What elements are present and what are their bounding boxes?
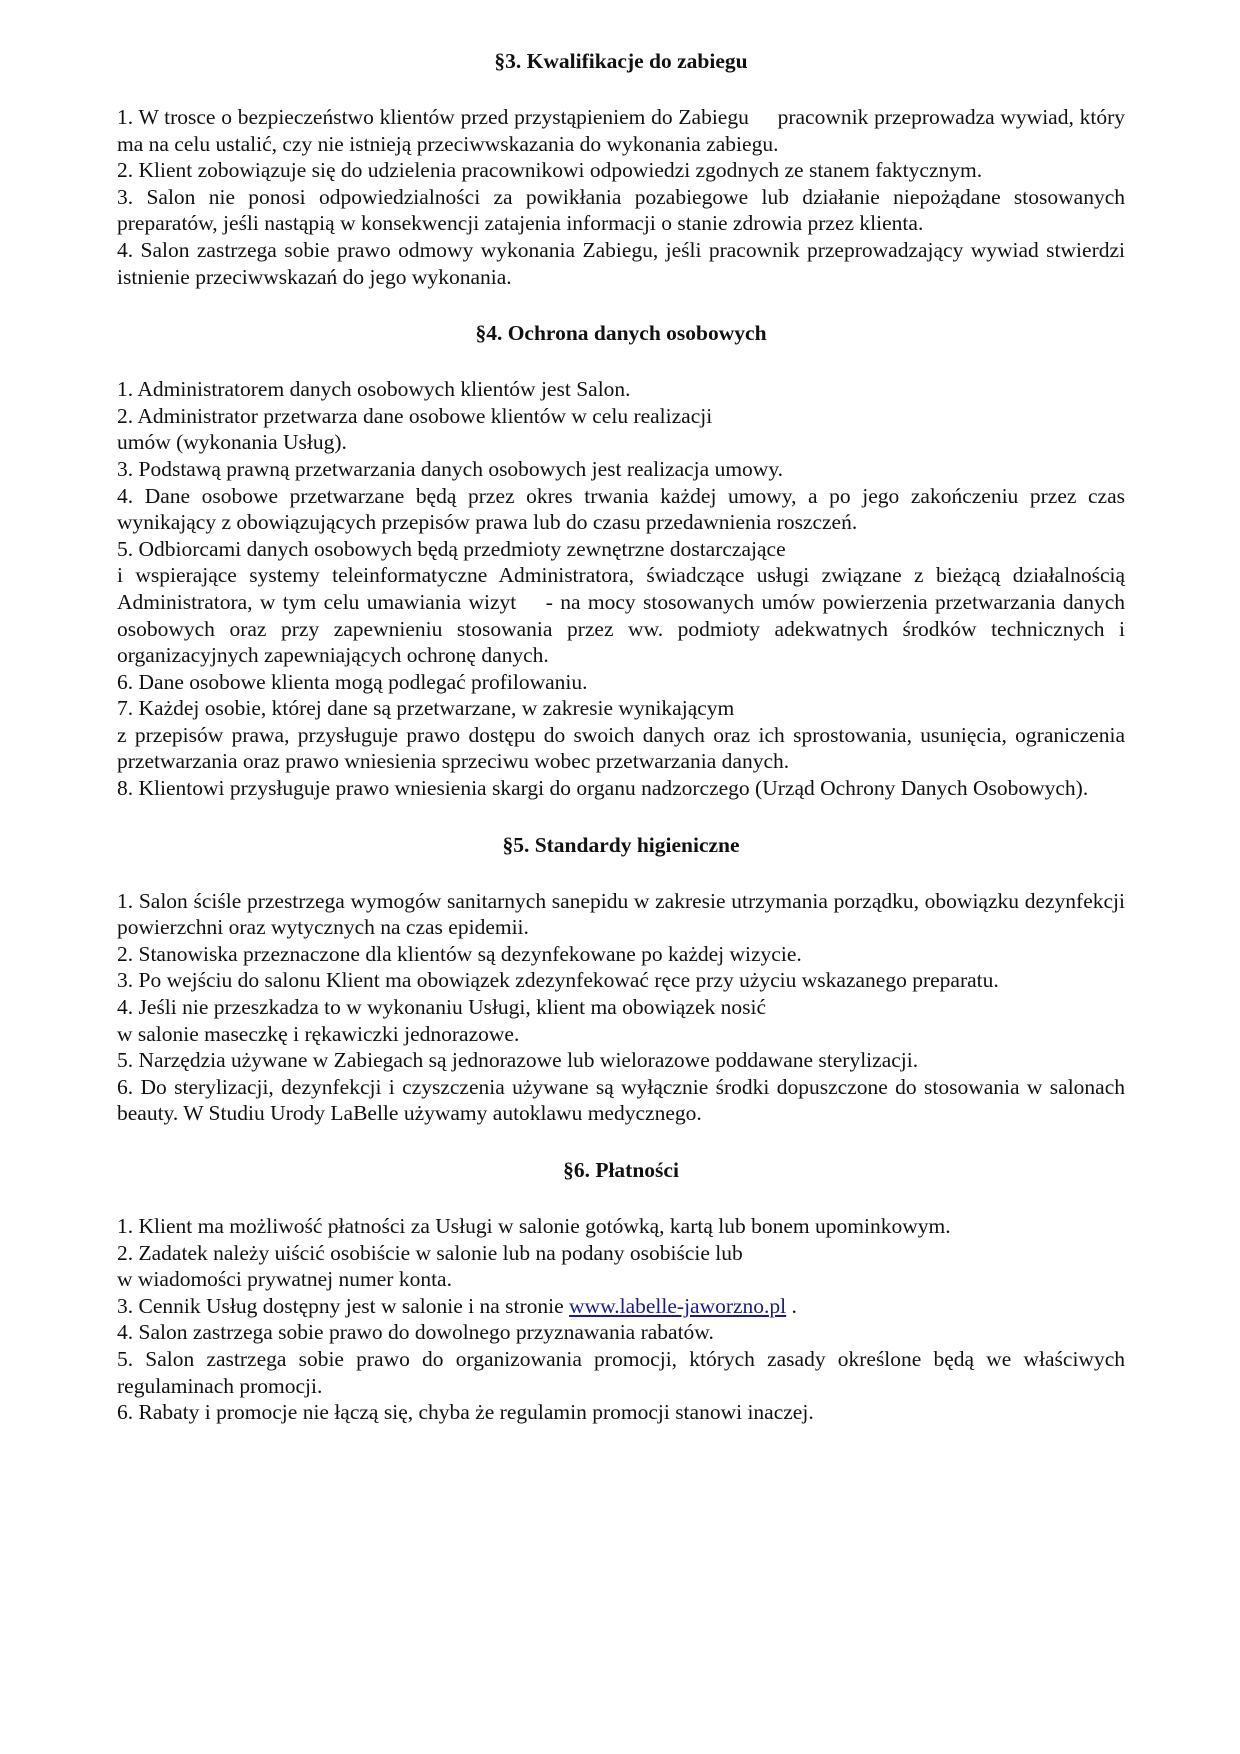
- paragraph-3-1: 1. W trosce o bezpieczeństwo klientów przed przystąpieniem do Zabiegu pracownik przeprowadza wywiad, który ma na celu ustalić, czy nie istnieją przeciwwskazania do wykonania zabiegu.: [117, 105, 1131, 156]
- paragraph-4-3: 3. Podstawą prawną przetwarzania danych osobowych jest realizacja umowy.: [117, 456, 784, 481]
- paragraph-3-2: 2. Klient zobowiązuje się do udzielenia pracownikowi odpowiedzi zgodnych ze stanem faktycznym.: [117, 158, 983, 183]
- paragraph-6-6: 6. Rabaty i promocje nie łączą się, chyba że regulamin promocji stanowi inaczej.: [117, 1400, 814, 1425]
- section-title: §6. Płatności: [563, 1158, 679, 1182]
- paragraph-6-2-line-2: w wiadomości prywatnej numer konta.: [117, 1267, 452, 1292]
- paragraph-5-4-line-2: w salonie maseczkę i rękawiczki jednorazowe.: [117, 1021, 520, 1046]
- paragraph-4-7-line-2: z przepisów prawa, przysługuje prawo dostępu do swoich danych oraz ich sprostowania, usunięcia, ograniczenia przetwarzania oraz prawo wniesienia sprzeciwu wobec przetwarzania danych.: [117, 722, 1131, 774]
- paragraph-5-4-line-1: 4. Jeśli nie przeszkadza to w wykonaniu Usługi, klient ma obowiązek nosić: [117, 995, 767, 1020]
- website-link[interactable]: www.labelle-jaworzno.pl: [569, 1293, 787, 1318]
- section-title: §3. Kwalifikacje do zabiegu: [494, 49, 748, 73]
- section-kwalifikacje: [117, 48, 1131, 290]
- document-page: [117, 48, 1131, 1426]
- paragraph-6-2-line-1: 2. Zadatek należy uiścić osobiście w salonie lub na podany osobiście lub: [117, 1240, 743, 1265]
- paragraph-6-3: [117, 1293, 1125, 1320]
- paragraph-4-7-line-1: 7. Każdej osobie, której dane są przetwarzane, w zakresie wynikającym: [117, 696, 735, 721]
- paragraph-4-8: 8. Klientowi przysługuje prawo wniesienia skargi do organu nadzorczego (Urząd Ochrony Danych Osobowych).: [117, 776, 1089, 801]
- paragraph-4-4: 4. Dane osobowe przetwarzane będą przez okres trwania każdej umowy, a po jego zakończeniu przez czas wynikający z obowiązujących przepisów prawa lub do czasu przedawnienia roszczeń.: [117, 483, 1131, 535]
- paragraph-6-1: 1. Klient ma możliwość płatności za Usługi w salonie gotówką, kartą lub bonem upominkowym.: [117, 1214, 951, 1238]
- paragraph-6-3-suffix: .: [786, 1293, 797, 1318]
- paragraph-3-3: 3. Salon nie ponosi odpowiedzialności za powikłania pozabiegowe lub działanie niepożądane stosowanych preparatów, jeśli nastąpią w konsekwencji zatajenia informacji o stanie zdrowia przez klienta.: [117, 184, 1131, 236]
- section-title: §4. Ochrona danych osobowych: [475, 321, 767, 346]
- section-platnosci: [117, 1157, 1131, 1426]
- paragraph-5-2: 2. Stanowiska przeznaczone dla klientów są dezynfekowane po każdej wizycie.: [117, 941, 802, 966]
- paragraph-5-1: 1. Salon ściśle przestrzega wymogów sanitarnych sanepidu w zakresie utrzymania porządku, obowiązku dezynfekcji powierzchni oraz wytycznych na czas epidemii.: [117, 888, 1131, 940]
- paragraph-5-5: 5. Narzędzia używane w Zabiegach są jednorazowe lub wielorazowe poddawane sterylizacji.: [117, 1048, 919, 1073]
- paragraph-3-4: 4. Salon zastrzega sobie prawo odmowy wykonania Zabiegu, jeśli pracownik przeprowadzający wywiad stwierdzi istnienie przeciwwskazań do jego wykonania.: [117, 237, 1131, 289]
- section-title: §5. Standardy higieniczne: [502, 832, 740, 857]
- section-ochrona-danych: [117, 320, 1131, 802]
- paragraph-5-6: 6. Do sterylizacji, dezynfekcji i czyszczenia używane są wyłącznie środki dopuszczone do stosowania w salonach beauty. W Studiu Urody LaBelle używamy autoklawu medycznego.: [117, 1074, 1131, 1126]
- paragraph-6-4: 4. Salon zastrzega sobie prawo do dowolnego przyznawania rabatów.: [117, 1320, 714, 1345]
- paragraph-5-3: 3. Po wejściu do salonu Klient ma obowiązek zdezynfekować ręce przy użyciu wskazanego preparatu.: [117, 968, 999, 993]
- paragraph-4-2-line-2: umów (wykonania Usług).: [117, 430, 347, 455]
- paragraph-4-2-line-1: 2. Administrator przetwarza dane osobowe klientów w celu realizacji: [117, 403, 713, 428]
- paragraph-4-6: 6. Dane osobowe klienta mogą podlegać profilowaniu.: [117, 669, 588, 694]
- paragraph-6-3-text: 3. Cennik Usług dostępny jest w salonie i na stronie: [117, 1293, 570, 1318]
- paragraph-6-5: 5. Salon zastrzega sobie prawo do organizowania promocji, których zasady określone będą we właściwych regulaminach promocji.: [117, 1346, 1131, 1398]
- paragraph-4-5-line-1: 5. Odbiorcami danych osobowych będą przedmioty zewnętrzne dostarczające: [117, 536, 786, 561]
- paragraph-4-1: 1. Administratorem danych osobowych klientów jest Salon.: [117, 377, 631, 402]
- section-standardy-higieniczne: [117, 832, 1131, 1127]
- paragraph-4-5-line-2: i wspierające systemy teleinformatyczne Administratora, świadczące usługi związane z bieżącą działalnością Administratora, w tym celu umawiania wizyt - na mocy stosowanych umów powierzenia przetwarzania danych osobowych oraz przy zapewnieniu stosowania przez ww. podmioty adekwatnych środków technicznych i organizacyjnych zapewniających ochronę danych.: [117, 563, 1131, 668]
